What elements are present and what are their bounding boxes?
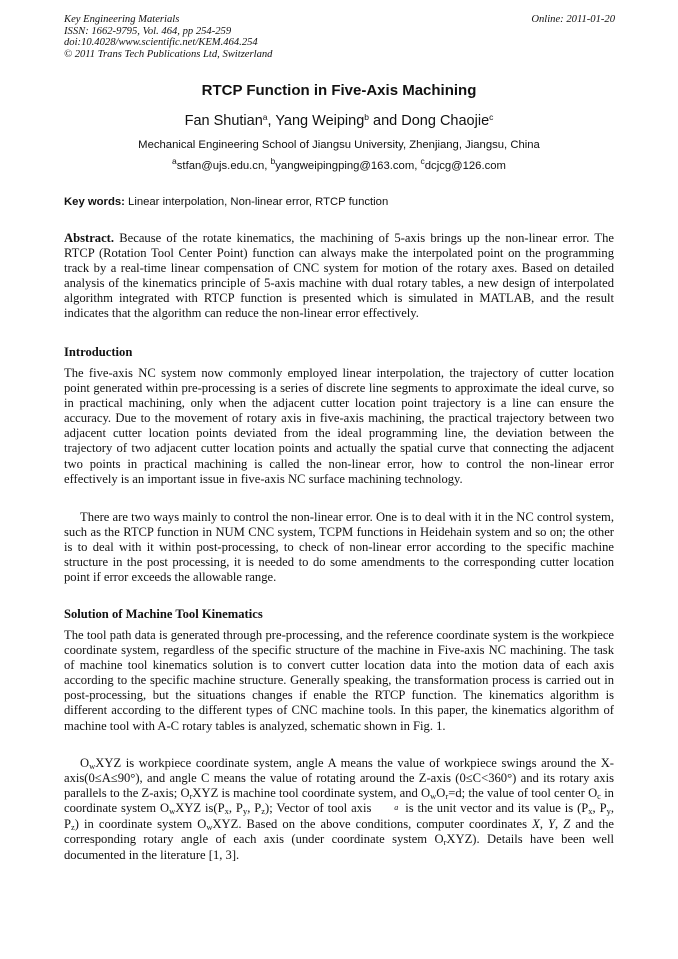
author-list [0, 113, 678, 129]
author-name: Fan Shutian [184, 113, 263, 129]
keywords-label: Key words: [64, 196, 125, 208]
copyright-line: © 2011 Trans Tech Publications Ltd, Switzerland [64, 48, 273, 60]
section-heading-introduction: Introduction [64, 345, 133, 359]
tool-axis-vector-symbol: a [394, 803, 399, 813]
email-link[interactable]: stfan@ujs.edu.cn, [176, 160, 271, 172]
abstract-text: Because of the rotate kinematics, the machining of 5-axis brings up the non-linear error. The RTCP (Rotation Tool Center Point) function can always make the interpolated point on the programming track by a real-time linear compensation of CNC system for motion of the rotary axes. Based on detailed analysis of the kinematics principle of 5-axis machine with dual rotary tables, a new design of interpolated algorithm integrated with RTCP function is presented which is simulated in MATLAB, and the result indicates that the algorithm can reduce the non-linear error effectively. [64, 231, 614, 321]
author-mark: c [489, 112, 494, 122]
journal-header [64, 14, 272, 60]
email-link[interactable]: dcjcg@126.com [424, 160, 506, 172]
issn-line: ISSN: 1662-9795, Vol. 464, pp 254-259 [64, 25, 232, 37]
intro-paragraph-1: The five-axis NC system now commonly employed linear interpolation, the trajectory of cutter location point generated within pre-processing is a series of discrete line segments to approximate the ideal curve, so in practical machining, only when the adjacent cutter location point trajectory is a line can ensure the accuracy. Due to the movement of rotary axis in five-axis machining, the practical trajectory between two adjacent cutter location points deviated from the ideal programming line, the deviation between the trajectory of two adjacent cutter location points and actually the spatial curve that connecting the adjacent two points in practical machining is called the non-linear error, how to control the non-linear error effectively is an important issue in five-axis NC surface machining technology. [64, 366, 614, 486]
abstract-label: Abstract. [64, 231, 115, 245]
section-heading-kinematics: Solution of Machine Tool Kinematics [64, 607, 263, 621]
keywords-text: Linear interpolation, Non-linear error, RTCP function [124, 196, 389, 208]
keywords [64, 196, 614, 208]
email-mark: a [172, 156, 177, 166]
journal-name: Key Engineering Materials [64, 14, 180, 25]
author-mark: a [262, 112, 268, 122]
kinematics-paragraph-2: $O_wXYZ$ is workpiece coordinate system, angle A means the value of workpiece swings around the X-axis(0≤A≤90°), and angle C means the value of rotating around the Z-axis (0≤C<360°) and its rotary axis parallels to the Z-axis; $O_rXYZ$ is machine tool coordinate system, and $O_wO_r=d$; the value of tool center $O_c$ in coordinate system $O_wXYZ$ $is(P_x$, $P_y$, $P_z$); Vector of tool axis a is the unit vector and its value is ($P_x$, $P_y$, $P_z$) in coordinate system $O_wXYZ$. Based on the above conditions, computer coordinates X, Y, Z and the corresponding rotary angle of each axis (under coordinate system $O_rXYZ$). Details have been well documented in the literature [1, 3]. [64, 756, 615, 862]
email-mark: c [420, 156, 425, 166]
author-separator: , [267, 113, 276, 129]
author-separator: and [369, 113, 402, 129]
online-date: Online: 2011-01-20 [531, 14, 615, 25]
paper-title: RTCP Function in Five-Axis Machining [201, 82, 477, 99]
intro-paragraph-2: There are two ways mainly to control the non-linear error. One is to deal with it in the NC control system, such as the RTCP function in NUM CNC system, TCPM functions in Heidehain system and so on; the other is to deal with it within post-processing, to check of non-linear error according to the specific machine structure in the post processing, it is needed to do some amendments to the corresponding cutter location point if error exceeds the allowable range. [64, 510, 614, 585]
author-name: Yang Weiping [275, 113, 365, 129]
affiliation: Mechanical Engineering School of Jiangsu University, Zhenjiang, Jiangsu, China [138, 139, 540, 151]
doi-line: doi:10.4028/www.scientific.net/KEM.464.254 [64, 37, 258, 49]
email-list [0, 156, 678, 172]
kinematics-paragraph-1: The tool path data is generated through pre-processing, and the reference coordinate system is the workpiece coordinate system, regardless of the specific structure of the machine in Five-axis NC machining. The task of machine tool kinematics solution is to convert cutter location data into the motion data of each axis according to the specific machine structure. Generally speaking, the transformation process is carried out in post-processing, but the situations changes if enable the RTCP function. The kinematics algorithm is different according to the different types of CNC machine tools. In this paper, the kinematics algorithm of machine tool with A-C rotary tables is analyzed, schematic shown in Fig. 1. [64, 628, 614, 733]
email-link[interactable]: yangweipingping@163.com, [275, 160, 421, 172]
abstract [64, 231, 614, 322]
author-mark: b [364, 112, 370, 122]
email-mark: b [270, 156, 276, 166]
author-name: Dong Chaojie [401, 113, 490, 129]
